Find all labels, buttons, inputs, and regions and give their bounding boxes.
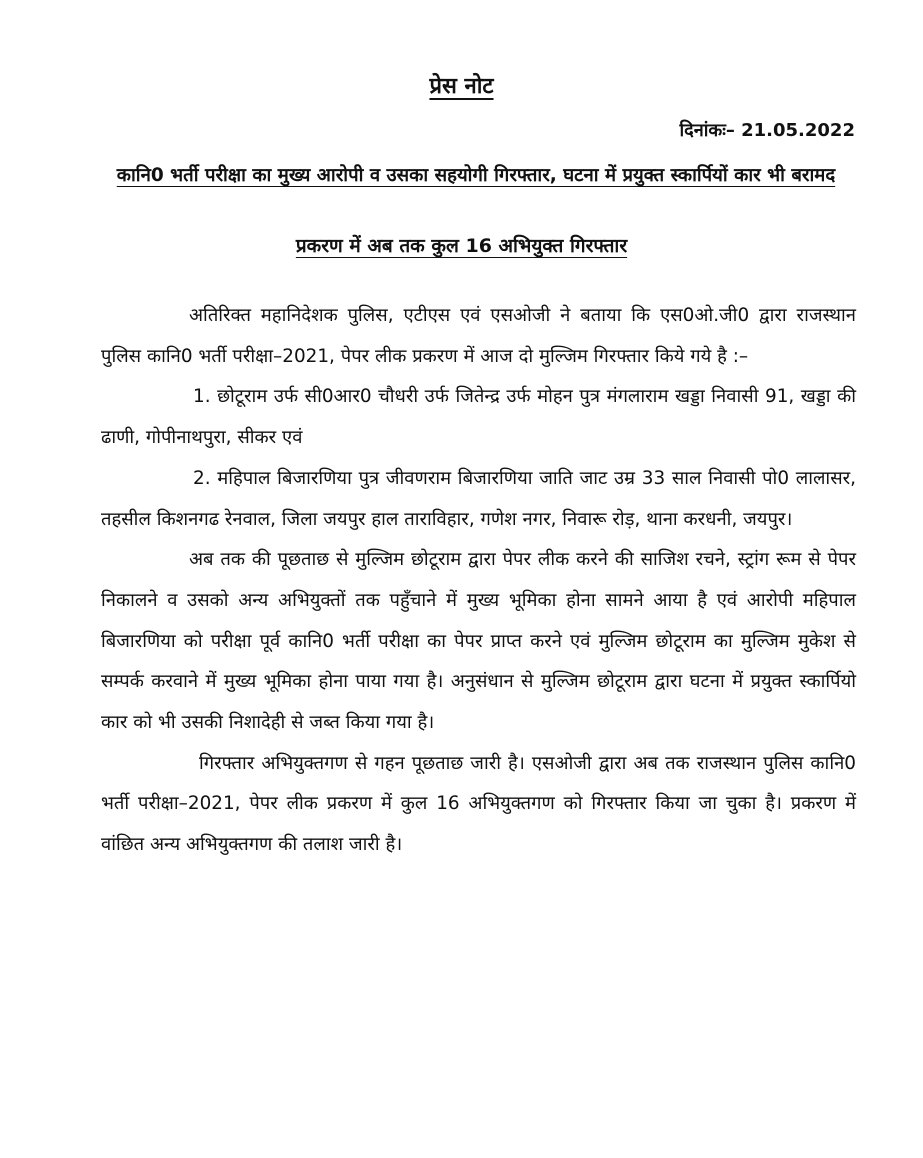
- accused-item-1: 1. छोटूराम उर्फ सी0आर0 चौधरी उर्फ जितेन्द्र उर्फ मोहन पुत्र मंगलाराम खड्डा निवासी 91, खड्डा की ढाणी, गोपीनाथपुरा, सीकर एवं: [101, 386, 856, 449]
- headline: कानि0 भर्ती परीक्षा का मुख्य आरोपी व उसका सहयोगी गिरफ्तार, घटना में प्रयुक्त स्कार्पियों कार भी बरामद: [116, 165, 836, 186]
- closing-paragraph: गिरफ्तार अभियुक्तगण से गहन पूछताछ जारी है। एसओजी द्वारा अब तक राजस्थान पुलिस कानि0 भर्ती परीक्षा–2021, पेपर लीक प्रकरण में कुल 16 अभियुक्तगण को गिरफ्तार किया जा चुका है। प्रकरण में वांछित अन्य अभियुक्तगण की तलाश जारी है।: [101, 752, 856, 856]
- document-title: प्रेस नोट: [429, 74, 494, 99]
- document-date: दिनांकः– 21.05.2022: [679, 120, 855, 141]
- accused-item-2: 2. महिपाल बिजारणिया पुत्र जीवणराम बिजारणिया जाति जाट उम्र 33 साल निवासी पो0 लालासर, तहसील किशनगढ रेनवाल, जिला जयपुर हाल ताराविहार, गणेश नगर, निवारू रोड़, थाना करधनी, जयपुर।: [101, 467, 856, 530]
- intro-paragraph: अतिरिक्त महानिदेशक पुलिस, एटीएस एवं एसओजी ने बताया कि एस0ओ.जी0 द्वारा राजस्थान पुलिस कानि0 भर्ती परीक्षा–2021, पेपर लीक प्रकरण में आज दो मुल्जिम गिरफ्तार किये गये है :–: [101, 305, 856, 367]
- investigation-paragraph: अब तक की पूछताछ से मुल्जिम छोटूराम द्वारा पेपर लीक करने की साजिश रचने, स्ट्रांग रूम से पेपर निकालने व उसको अन्य अभियुक्तों तक पहुँचाने में मुख्य भूमिका होना सामने आया है एवं आरोपी महिपाल बिजारणिया को परीक्षा पूर्व कानि0 भर्ती परीक्षा का पेपर प्राप्त करने एवं मुल्जिम छोटूराम का मुल्जिम मुकेश से सम्पर्क करवाने में मुख्य भूमिका होना पाया गया है। अनुसंधान से मुल्जिम छोटूराम द्वारा घटना में प्रयुक्त स्कार्पियो कार को भी उसकी निशादेही से जब्त किया गया है।: [101, 549, 856, 734]
- document-body: [101, 296, 856, 866]
- subheadline: प्रकरण में अब तक कुल 16 अभियुक्त गिरफ्तार: [295, 235, 628, 257]
